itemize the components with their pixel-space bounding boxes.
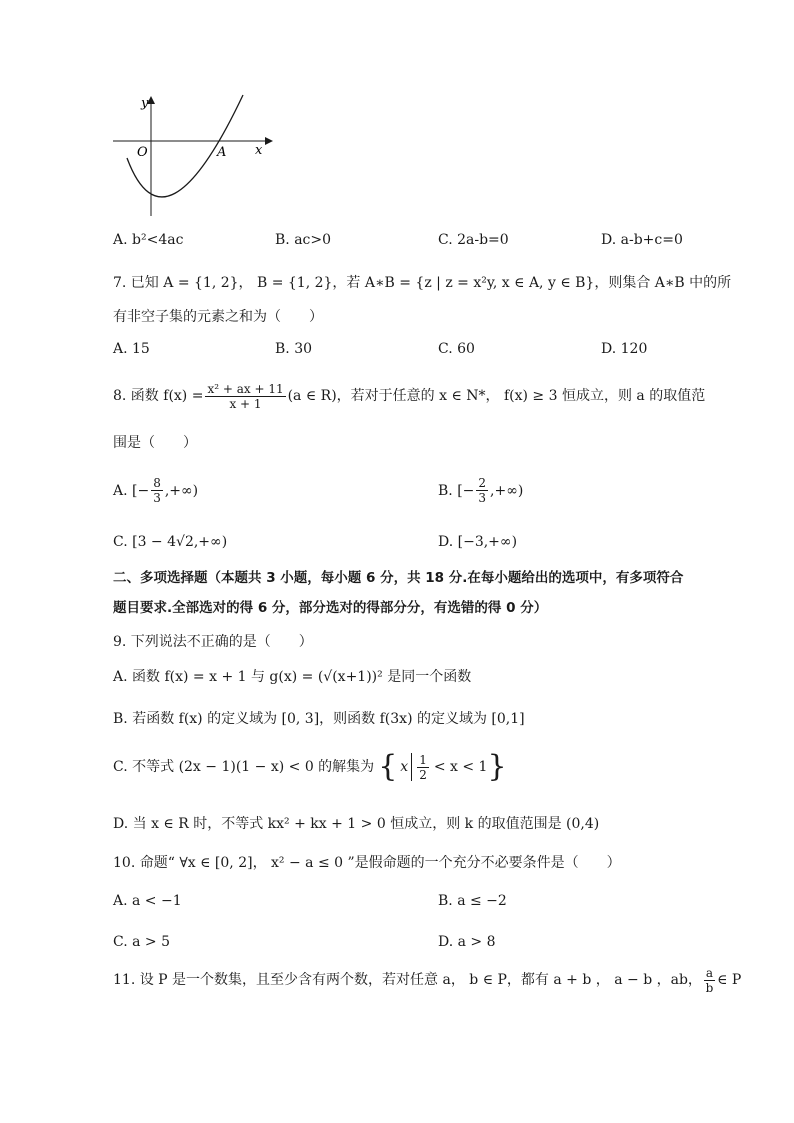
q8-frac-numerator: x² + ax + 11	[207, 381, 284, 396]
q10-option-c[interactable]: C. a > 5	[113, 934, 170, 950]
origin-label: O	[137, 145, 148, 160]
q8-fraction	[205, 382, 285, 411]
q8-option-b-pre: B. [−	[438, 482, 475, 499]
q11-fraction	[704, 966, 715, 995]
q7-option-d[interactable]: D. 120	[601, 341, 648, 357]
q8-option-a-den: 3	[153, 491, 161, 505]
q6-option-a[interactable]: A. b²<4ac	[113, 232, 184, 248]
point-a-label: A	[217, 145, 227, 160]
left-brace: {	[378, 749, 398, 784]
q9-option-c-fraction	[417, 753, 429, 782]
q9-option-c-pre: C. 不等式 (2x − 1)(1 − x) < 0 的解集为	[113, 759, 375, 775]
y-axis-label: y	[141, 96, 149, 111]
section2-heading-line1: 二、多项选择题（本题共 3 小题，每小题 6 分，共 18 分.在每小题给出的选项中，有多项符合	[113, 570, 684, 586]
q10-option-b[interactable]: B. a ≤ −2	[438, 893, 507, 909]
q8-option-b-fraction	[476, 476, 488, 505]
q6-option-c[interactable]: C. 2a-b=0	[438, 232, 509, 248]
q8-option-c[interactable]: C. [3 − 4√2,+∞)	[113, 534, 228, 550]
q9-option-c-den: 2	[419, 767, 427, 782]
q9-option-c-set	[378, 749, 507, 784]
q11-frac-num: a	[705, 965, 714, 980]
q7-option-b[interactable]: B. 30	[275, 341, 313, 357]
q8-option-b-den: 3	[478, 491, 487, 505]
q8-stem-line1	[113, 378, 705, 414]
q9-option-c[interactable]	[113, 749, 507, 784]
q8-option-a[interactable]	[113, 476, 198, 505]
q10-stem: 10. 命题“ ∀x ∈ [0, 2]， x² − a ≤ 0 ”是假命题的一个充分不必要条件是（ ）	[113, 855, 621, 871]
q11-stem	[113, 962, 741, 998]
q10-option-a[interactable]: A. a < −1	[113, 893, 182, 909]
q8-option-a-post: ,+∞)	[164, 482, 199, 499]
q8-option-d[interactable]: D. [−3,+∞)	[438, 534, 518, 550]
q8-suffix: (a ∈ R)，若对于任意的 x ∈ N*， f(x) ≥ 3 恒成立，则 a 的取值范	[287, 388, 706, 404]
q6-option-d[interactable]: D. a-b+c=0	[601, 232, 683, 248]
q9-stem: 9. 下列说法不正确的是（ ）	[113, 634, 313, 650]
q8-option-b[interactable]	[438, 476, 523, 505]
q6-option-b[interactable]: B. ac>0	[275, 232, 332, 248]
q8-stem-line2: 围是（ ）	[113, 435, 197, 451]
q8-prefix: 8. 函数 f(x) =	[113, 388, 204, 404]
q11-stem-post: ∈ P	[717, 972, 742, 988]
q8-frac-denominator: x + 1	[229, 396, 262, 411]
section2-heading-line2: 题目要求.全部选对的得 6 分，部分选对的得部分分，有选错的得 0 分）	[113, 600, 548, 616]
q8-option-a-num: 8	[153, 476, 161, 490]
q7-option-a[interactable]: A. 15	[113, 341, 150, 357]
q9-option-b[interactable]: B. 若函数 f(x) 的定义域为 [0, 3]，则函数 f(3x) 的定义域为 [0,1]	[113, 711, 525, 727]
parabola-graph	[105, 90, 280, 225]
q7-stem-line2: 有非空子集的元素之和为（ ）	[113, 309, 323, 325]
q9-option-c-set-post: < x < 1	[433, 759, 488, 775]
q11-frac-den: b	[705, 980, 714, 995]
x-axis-label: x	[255, 143, 263, 158]
q10-option-d[interactable]: D. a > 8	[438, 934, 496, 950]
x-axis-arrow	[265, 137, 273, 145]
q9-option-c-set-var: x	[400, 759, 409, 775]
q8-option-b-num: 2	[478, 476, 487, 490]
q8-option-a-fraction	[151, 476, 163, 505]
q9-option-d[interactable]: D. 当 x ∈ R 时，不等式 kx² + kx + 1 > 0 恒成立，则 k 的取值范围是 (0,4)	[113, 816, 600, 832]
set-bar	[411, 753, 412, 781]
q7-stem-line1: 7. 已知 A = {1, 2}， B = {1, 2}，若 A∗B = {z | z = x²y, x ∈ A, y ∈ B}，则集合 A∗B 中的所	[113, 275, 732, 291]
q11-stem-pre: 11. 设 P 是一个数集，且至少含有两个数，若对任意 a， b ∈ P，都有 a + b ， a − b ，ab，	[113, 972, 702, 988]
q9-option-a[interactable]: A. 函数 f(x) = x + 1 与 g(x) = (√(x+1))² 是同一个函数	[113, 669, 472, 685]
q9-option-c-num: 1	[419, 752, 427, 767]
q7-option-c[interactable]: C. 60	[438, 341, 475, 357]
right-brace: }	[487, 749, 507, 784]
q8-option-a-pre: A. [−	[113, 482, 150, 499]
q8-option-b-post: ,+∞)	[490, 482, 524, 499]
